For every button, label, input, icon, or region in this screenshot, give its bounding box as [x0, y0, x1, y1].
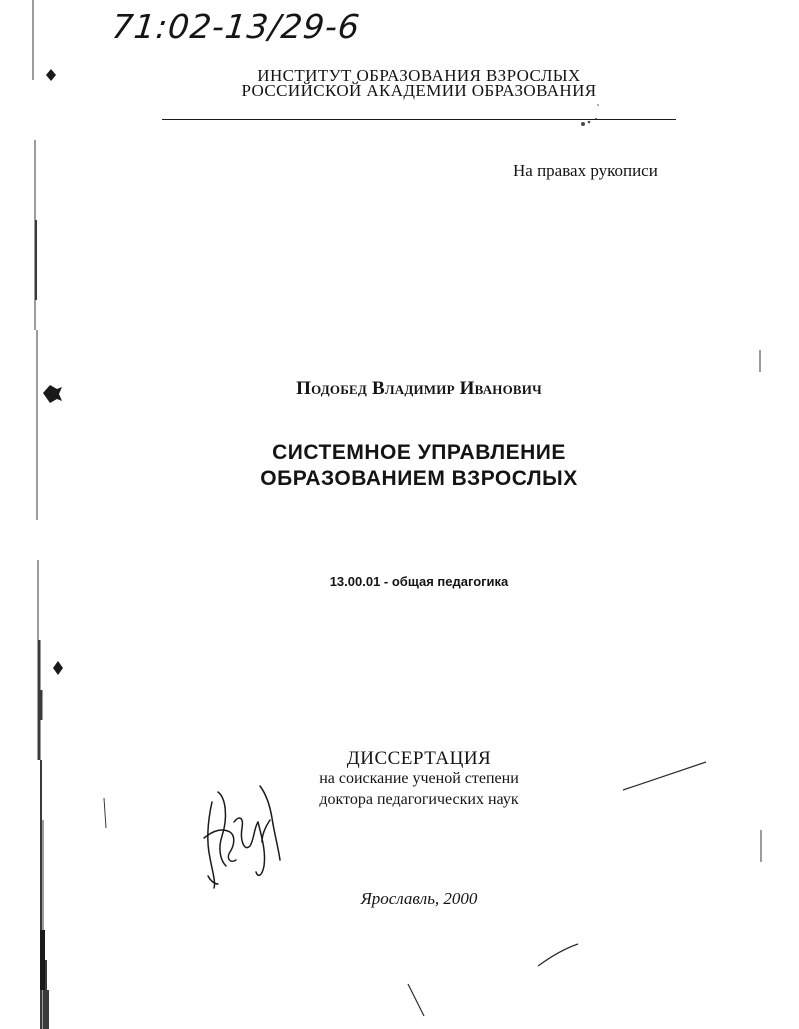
institute-name-line-2: РОССИЙСКОЙ АКАДЕМИИ ОБРАЗОВАНИЯ — [241, 81, 597, 100]
degree-line-1: на соискание ученой степени — [319, 770, 519, 787]
handwritten-signature — [200, 780, 284, 892]
degree-line-2: доктора педагогических наук — [319, 791, 519, 808]
rule-end-smudge — [581, 104, 599, 126]
dissertation-title-line-1: СИСТЕМНОЕ УПРАВЛЕНИЕ — [272, 441, 566, 464]
work-type-label: ДИССЕРТАЦИЯ — [346, 748, 492, 769]
manuscript-rights-note: На правах рукописи — [513, 161, 658, 180]
header-divider — [162, 119, 676, 120]
archive-number-handwritten: 71:02-13/29-6 — [110, 7, 363, 46]
left-margin-scan-lines — [33, 0, 761, 1029]
author-name: Подобед Владимир Иванович — [296, 378, 542, 399]
place-and-year: Ярославль, 2000 — [360, 889, 478, 908]
dissertation-title-line-2: ОБРАЗОВАНИЕМ ВЗРОСЛЫХ — [260, 467, 578, 490]
specialty-code: 13.00.01 - общая педагогика — [329, 574, 509, 589]
institute-name-line-1: ИНСТИТУТ ОБРАЗОВАНИЯ ВЗРОСЛЫХ — [257, 66, 581, 85]
punch-hole-marks — [40, 69, 63, 990]
